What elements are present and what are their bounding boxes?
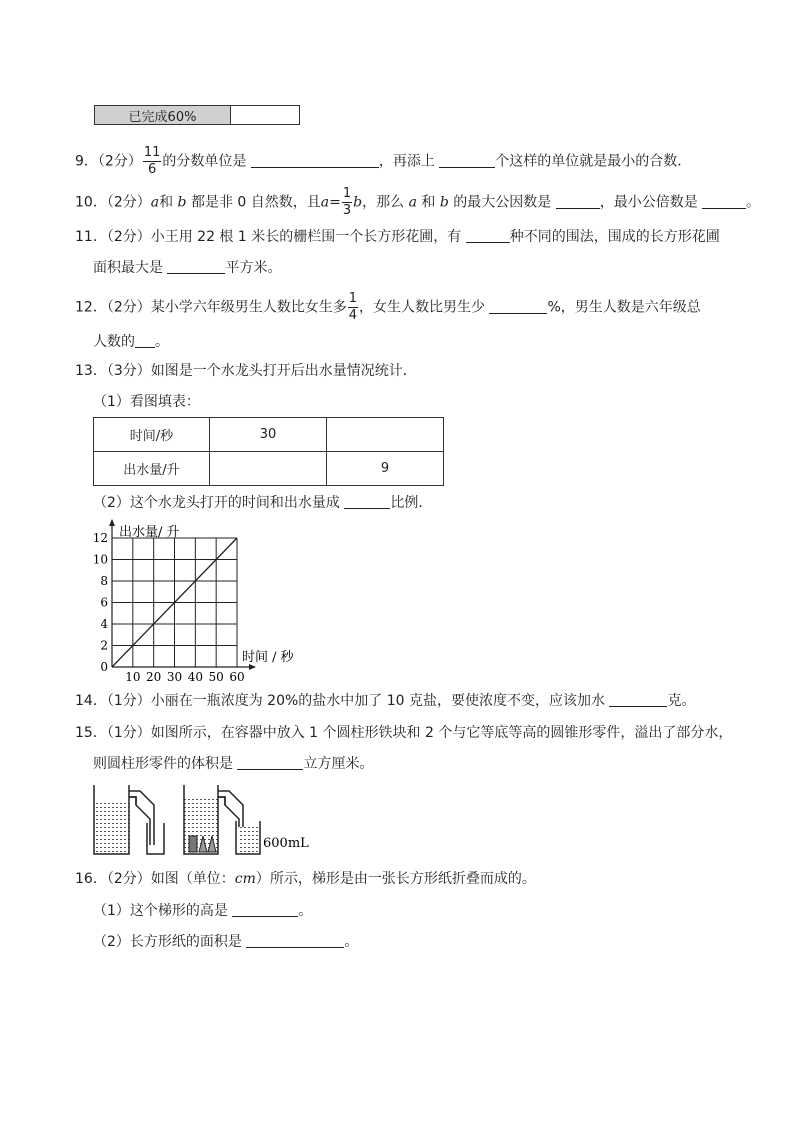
container-after-icon [184,785,260,854]
answer-blank[interactable] [609,692,667,707]
volume-label: 600mL [263,836,309,851]
x-tick-label: 60 [229,670,245,684]
answer-blank[interactable] [167,259,225,274]
question-13-title: 13．（3分）如图是一个水龙头打开后出水量情况统计． [75,363,417,379]
table-cell: 9 [327,452,444,486]
table-cell: 出水量/升 [94,452,210,486]
table-cell[interactable] [210,452,327,486]
answer-blank[interactable] [232,902,298,917]
answer-blank[interactable] [702,194,746,209]
table-row [94,452,444,486]
question-9: 9．（2分） $\frac{11}{6}$ 的分数单位是 ，再添上 个这样的单位就是最小的合数． [75,145,692,177]
table-cell: 30 [210,418,327,452]
question-15-line-1: 15．（1分）如图所示，在容器中放入 1 个圆柱形铁块和 2 个与它等底等高的圆锥形零件，溢出了部分水， [75,725,733,741]
x-tick-label: 50 [208,670,224,684]
answer-blank[interactable] [439,153,495,168]
y-tick-label: 10 [92,552,108,567]
question-16-sub-2: （2）长方形纸的面积是 。 [93,934,359,950]
y-axis-arrow-icon [109,519,115,526]
x-tick-labels [125,670,244,684]
y-tick-label: 6 [100,595,108,610]
answer-blank[interactable] [489,299,547,314]
answer-blank[interactable] [135,333,155,348]
question-12-line-2: 人数的 。 [93,334,169,350]
table-row [94,418,444,452]
x-tick-label: 20 [146,670,162,684]
progress-fill [95,106,231,124]
water-flow-chart [85,518,305,686]
y-tick-label: 12 [92,531,108,545]
container-before-icon [94,785,164,854]
table-cell[interactable] [327,418,444,452]
question-15-line-2: 则圆柱形零件的体积是 立方厘米。 [93,756,374,772]
fill-table [93,417,444,486]
question-10: 10．（2分）a和 b 都是非 0 自然数，且a= $\frac{1}{3}$ b，那么 a 和 b 的最大公因数是 ，最小公倍数是 。 [75,186,761,218]
progress-bar [94,105,300,125]
answer-blank[interactable] [466,228,510,243]
y-tick-label: 2 [100,638,108,653]
y-axis-label: 出水量/ 升 [119,525,180,540]
x-axis-label: 时间 / 秒 [242,650,294,665]
answer-blank[interactable] [556,194,600,209]
table-cell: 时间/秒 [94,418,210,452]
question-14: 14．（1分）小丽在一瓶浓度为 20%的盐水中加了 10 克盐，要使浓度不变，应该加水 克。 [75,693,696,709]
question-11-line-1: 11．（2分）小王用 22 根 1 米长的栅栏围一个长方形花圃，有 种不同的围法，围成的长方形花圃 [75,229,720,245]
y-tick-labels [93,531,109,674]
answer-blank[interactable] [251,153,379,168]
question-12-line-1: 12．（2分）某小学六年级男生人数比女生多 $\frac{1}{4}$ ，女生人数比男生少 %，男生人数是六年级总 [75,291,701,323]
question-16-line-1: 16．（2分）如图（单位：cm）所示，梯形是由一张长方形纸折叠而成的。 [75,871,536,887]
question-11-line-2: 面积最大是 平方米。 [93,260,282,276]
answer-blank[interactable] [237,755,303,770]
y-tick-label: 4 [100,617,108,631]
y-tick-label: 8 [100,574,108,588]
fraction: $\frac{1}{4}$ [348,291,358,323]
progress-label: 已完成60% [128,109,197,125]
container-figure [92,783,322,858]
question-16-sub-1: （1）这个梯形的高是 。 [93,903,313,919]
fraction: $\frac{11}{6}$ [143,145,161,177]
answer-blank[interactable] [344,494,390,509]
x-tick-label: 10 [125,670,141,684]
answer-blank[interactable] [246,933,344,948]
x-tick-label: 30 [166,670,183,684]
question-13-sub-2: （2）这个水龙头打开的时间和出水量成 比例． [93,495,433,511]
question-13-sub-1: （1）看图填表： [93,394,200,410]
fraction: $\frac{1}{3}$ [342,186,352,218]
x-tick-label: 40 [187,670,203,684]
y-tick-label: 0 [100,660,108,674]
